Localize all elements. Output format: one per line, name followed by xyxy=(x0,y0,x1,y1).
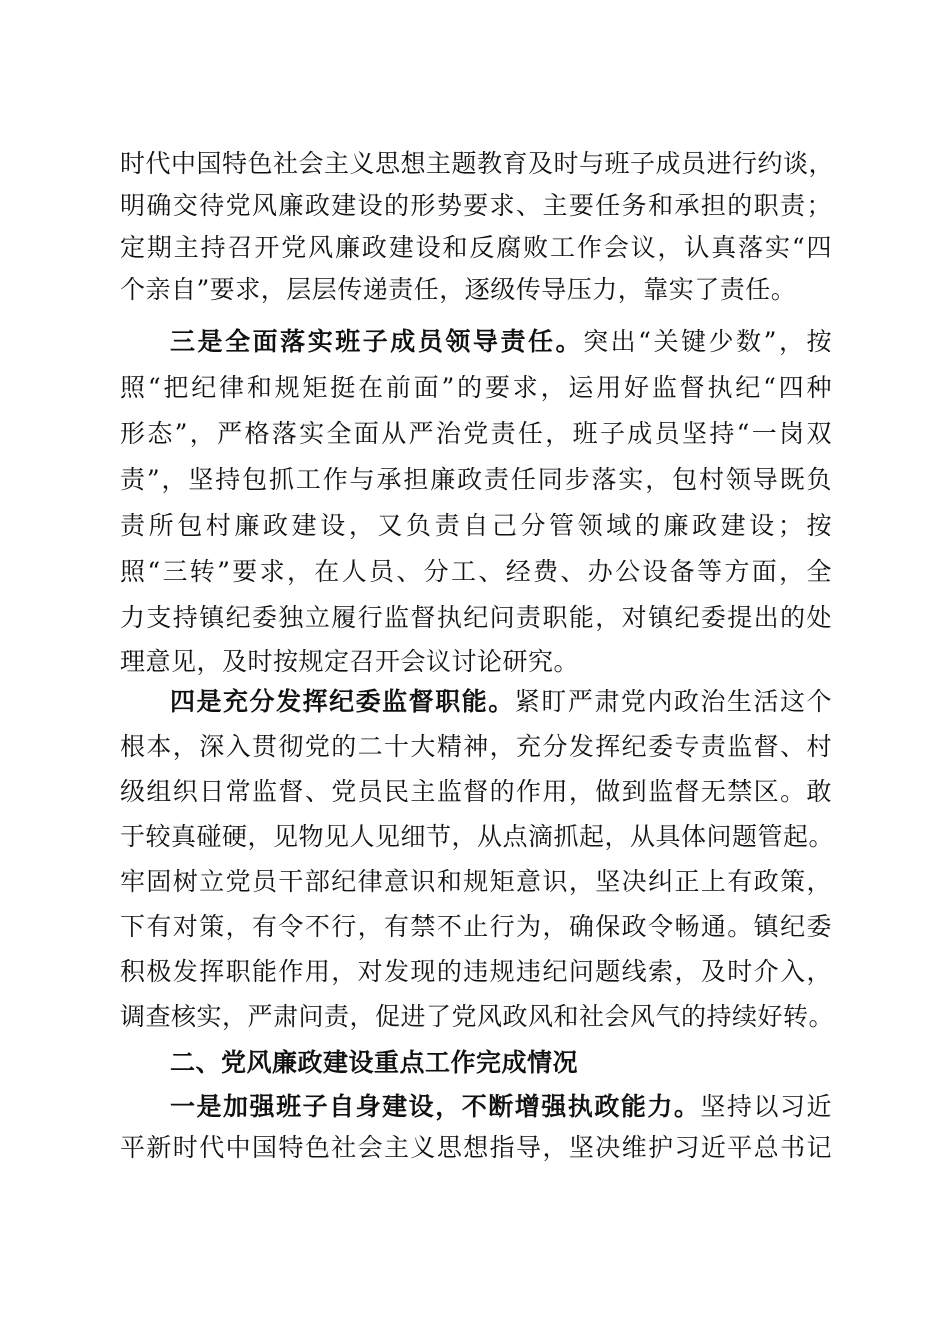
paragraph-2-line-6: 照“三转”要求，在人员、分工、经费、办公设备等方面，全 xyxy=(120,557,832,586)
paragraph-2-lead: 三是全面落实班子成员领导责任。 xyxy=(170,327,584,356)
paragraph-3-line-6: 下有对策，有令不行，有禁不止行为，确保政令畅通。镇纪委 xyxy=(120,912,832,941)
paragraph-2-line-4: 责”，坚持包抓工作与承担廉政责任同步落实，包村领导既负 xyxy=(120,465,832,494)
paragraph-2-first-line xyxy=(170,326,832,358)
paragraph-2-line-5: 责所包村廉政建设，又负责自己分管领域的廉政建设；按 xyxy=(120,511,832,540)
paragraph-3-line-2: 根本，深入贯彻党的二十大精神，充分发挥纪委专责监督、村 xyxy=(120,732,832,761)
paragraph-4-first-line xyxy=(170,1091,832,1123)
paragraph-4-first-rest: 坚持以习近 xyxy=(700,1092,832,1121)
paragraph-3-line-7: 积极发挥职能作用，对发现的违规违纪问题线索，及时介入， xyxy=(120,957,832,986)
paragraph-3-first-line xyxy=(170,686,832,718)
paragraph-2-first-rest: 突出“关键少数”，按 xyxy=(583,327,832,356)
paragraph-3-line-8: 调查核实，严肃问责，促进了党风政风和社会风气的持续好转。 xyxy=(120,1002,835,1031)
paragraph-1-line-1: 时代中国特色社会主义思想主题教育及时与班子成员进行约谈， xyxy=(120,149,835,178)
paragraph-2-line-2: 照“把纪律和规矩挺在前面”的要求，运用好监督执纪“四种 xyxy=(120,373,832,402)
paragraph-3-line-4: 于较真碰硬，见物见人见细节，从点滴抓起，从具体问题管起。 xyxy=(120,822,835,851)
paragraph-3-line-5: 牢固树立党员干部纪律意识和规矩意识，坚决纠正上有政策， xyxy=(120,867,832,896)
paragraph-4-lead: 一是加强班子自身建设，不断增强执政能力。 xyxy=(170,1092,701,1121)
paragraph-3-first-rest: 紧盯严肃党内政治生活这个 xyxy=(514,687,832,716)
paragraph-2-line-3: 形态”，严格落实全面从严治党责任，班子成员坚持“一岗双 xyxy=(120,419,832,448)
paragraph-2-line-8: 理意见，及时按规定召开会议讨论研究。 xyxy=(120,647,580,676)
section-heading: 二、党风廉政建设重点工作完成情况 xyxy=(170,1048,579,1077)
paragraph-3-line-3: 级组织日常监督、党员民主监督的作用，做到监督无禁区。敢 xyxy=(120,777,832,806)
paragraph-2-line-7: 力支持镇纪委独立履行监督执纪问责职能，对镇纪委提出的处 xyxy=(120,603,832,632)
paragraph-4-line-2: 平新时代中国特色社会主义思想指导，坚决维护习近平总书记 xyxy=(120,1133,832,1162)
paragraph-1-line-3: 定期主持召开党风廉政建设和反腐败工作会议，认真落实“四 xyxy=(120,233,832,262)
paragraph-1-line-4: 个亲自”要求，层层传递责任，逐级传导压力，靠实了责任。 xyxy=(120,275,797,304)
paragraph-1-line-2: 明确交待党风廉政建设的形势要求、主要任务和承担的职责； xyxy=(120,191,832,220)
paragraph-3-lead: 四是充分发挥纪委监督职能。 xyxy=(170,687,515,716)
